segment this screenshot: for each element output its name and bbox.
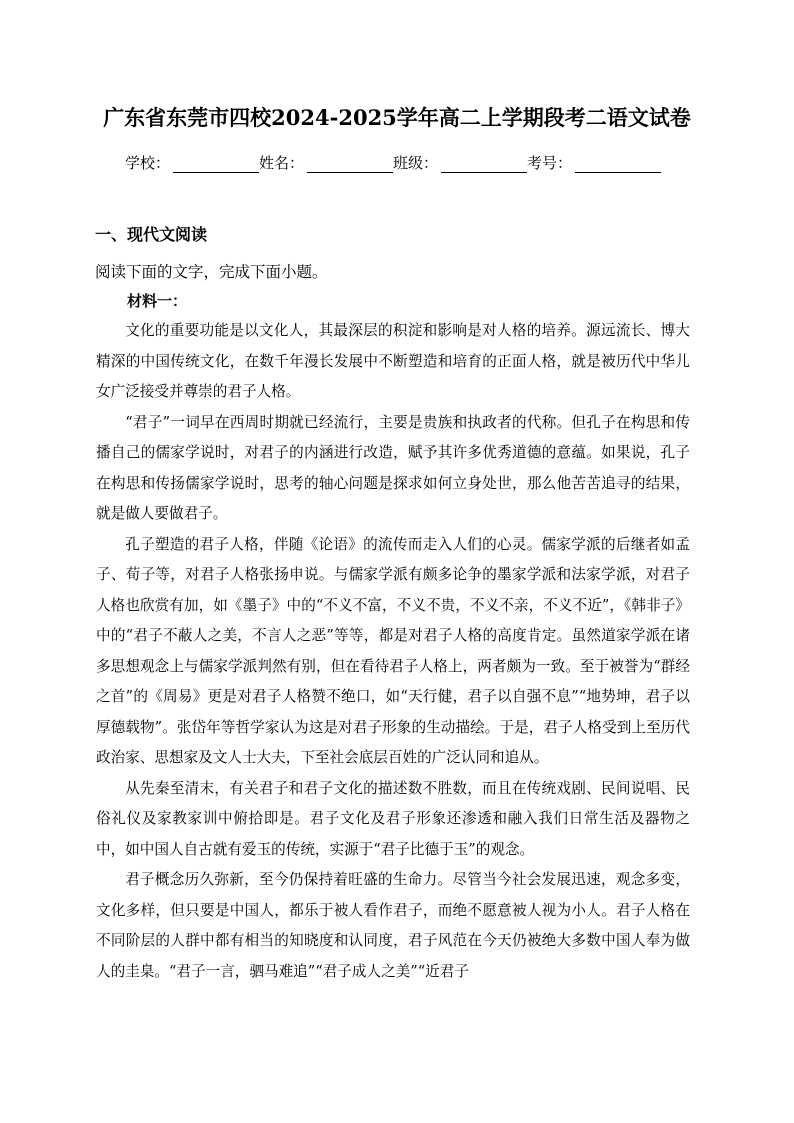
paragraph: 文化的重要功能是以文化人，其最深层的积淀和影响是对人格的培养。源远流长、博大精深的中国传统文化，在数千年漫长发展中不断塑造和培育的正面人格，就是被历代中华儿女广泛接受并尊崇的君子人格。 (96, 322, 690, 400)
paragraph: “君子”一词早在西周时期就已经流行，主要是贵族和执政者的代称。但孔子在构思和传播自己的儒家学说时，对君子的内涵进行改造，赋予其许多优秀道德的意蕴。如果说，孔子在构思和传扬儒家学说时，思考的轴心问题是探求如何立身处世，那么他苦苦追寻的结果，就是做人要做君子。 (96, 413, 690, 522)
name-field (259, 152, 393, 173)
name-label: 姓名： (259, 154, 305, 172)
exam-number-label: 考号： (527, 154, 573, 172)
exam-number-field (527, 152, 661, 173)
reading-instruction: 阅读下面的文字，完成下面小题。 (95, 263, 328, 281)
school-blank (173, 158, 259, 173)
class-field (393, 152, 527, 173)
paragraph: 君子概念历久弥新，至今仍保持着旺盛的生命力。尽管当今社会发展迅速，观念多变，文化多样，但只要是中国人，都乐于被人看作君子，而绝不愿意被人视为小人。君子人格在不同阶层的人群中都有相当的知晓度和认同度，君子风范在今天仍被绝大多数中国人奉为做人的圭臬。“君子一言，驷马难追”“君子成人之美”“近君子 (96, 871, 690, 980)
exam-number-blank (575, 158, 661, 173)
class-label: 班级： (393, 154, 439, 172)
school-label: 学校： (125, 154, 171, 172)
material-body (96, 316, 690, 987)
class-blank (441, 158, 527, 173)
exam-title: 广东省东莞市四校2024-2025学年高二上学期段考二语文试卷 (103, 105, 691, 130)
paragraph: 孔子塑造的君子人格，伴随《论语》的流传而走入人们的心灵。儒家学派的后继者如孟子、荀子等，对君子人格张扬申说。与儒家学派有颇多论争的墨家学派和法家学派，对君子人格也欣赏有加，如《墨子》中的“不义不富，不义不贵，不义不亲，不义不近”，《韩非子》中的“君子不蔽人之美，不言人之恶”等等，都是对君子人格的高度肯定。虽然道家学派在诸多思想观念上与儒家学派判然有别，但在看待君子人格上，两者颇为一致。至于被誉为“群经之首”的《周易》更是对君子人格赞不绝口，如“天行健，君子以自强不息”“地势坤，君子以厚德载物”。张岱年等哲学家认为这是对君子形象的生动描绘。于是，君子人格受到上至历代政治家、思想家及文人士大夫，下至社会底层百姓的广泛认同和追从。 (96, 535, 690, 766)
section-heading: 一、现代文阅读 (95, 225, 208, 244)
school-field (125, 152, 259, 173)
name-blank (307, 158, 393, 173)
student-info-row (125, 152, 661, 173)
material-label: 材料一： (127, 292, 188, 310)
paragraph: 从先秦至清末，有关君子和君子文化的描述数不胜数，而且在传统戏剧、民间说唱、民俗礼仪及家教家训中俯拾即是。君子文化及君子形象还渗透和融入我们日常生活及器物之中，如中国人自古就有爱玉的传统，实源于“君子比德于玉”的观念。 (96, 779, 690, 858)
